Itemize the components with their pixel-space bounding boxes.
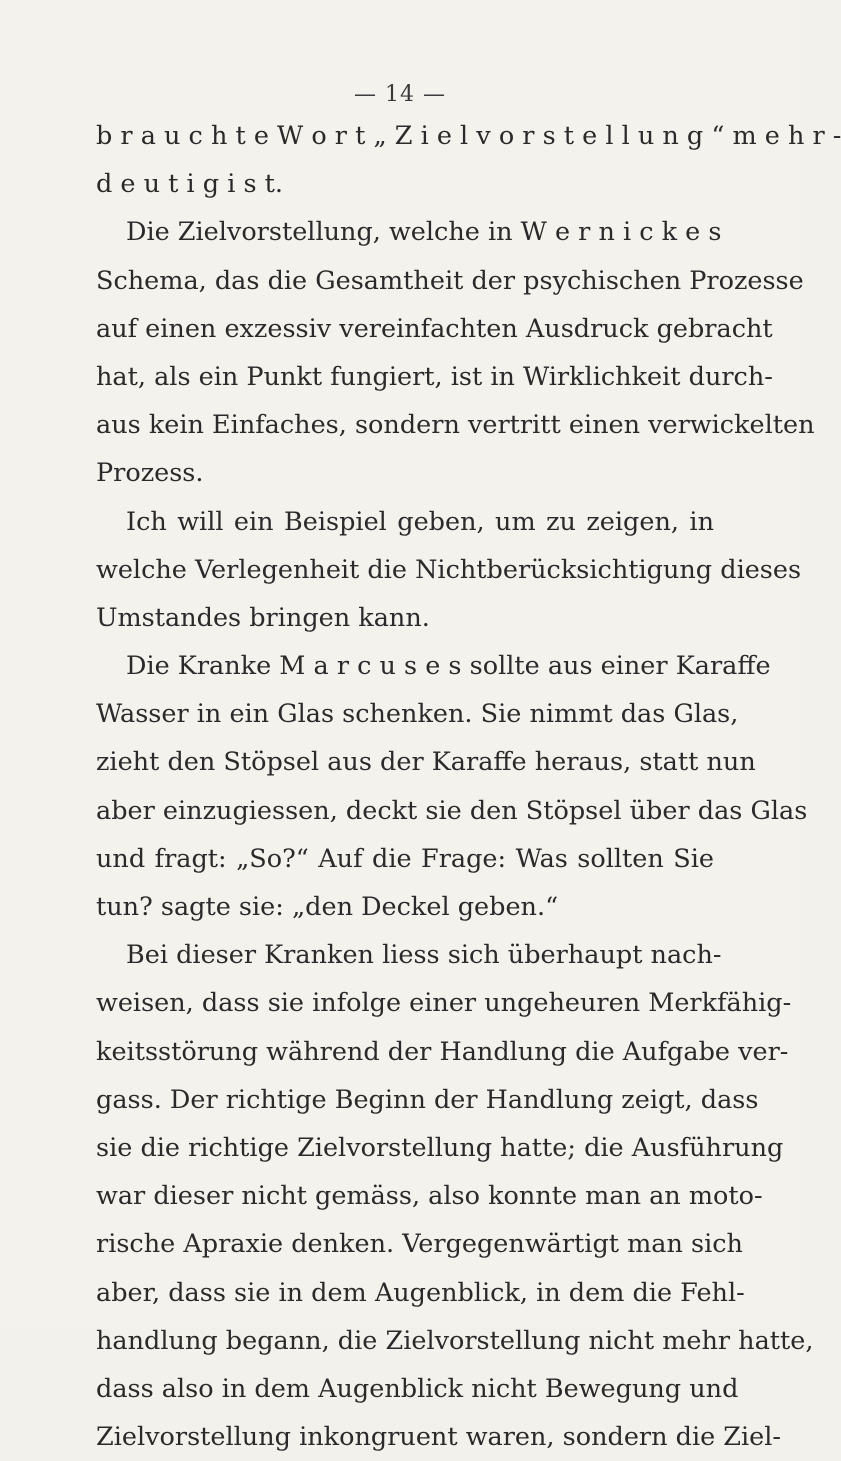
text-line: Die Kranke M a r c u s e s sollte aus einer Karaffe	[126, 651, 771, 682]
text-line: keitsstörung während der Handlung die Aufgabe ver-	[96, 1036, 789, 1067]
text-line: Prozess.	[96, 458, 204, 489]
text-line: gass. Der richtige Beginn der Handlung zeigt, dass	[96, 1084, 759, 1115]
text-line: und fragt: „So?“ Auf die Frage: Was sollten Sie	[96, 843, 714, 874]
text-line: zieht den Stöpsel aus der Karaffe heraus, statt nun	[96, 747, 756, 778]
text-line: d e u t i g i s t.	[96, 169, 284, 200]
text-line: aus kein Einfaches, sondern vertritt einen verwickelten	[96, 410, 815, 441]
text-line: handlung begann, die Zielvorstellung nicht mehr hatte,	[96, 1325, 814, 1356]
body-text	[96, 112, 841, 1461]
page-number: — 14 —	[354, 82, 446, 107]
text-line: welche Verlegenheit die Nichtberücksichtigung dieses	[96, 554, 802, 585]
text-line: Wasser in ein Glas schenken. Sie nimmt das Glas,	[96, 699, 739, 730]
text-line: Die Zielvorstellung, welche in W e r n i c k e s	[126, 217, 722, 248]
text-line: weisen, dass sie infolge einer ungeheuren Merkfähig-	[96, 988, 792, 1019]
text-line: war dieser nicht gemäss, also konnte man an moto-	[96, 1181, 763, 1212]
text-line: Bei dieser Kranken liess sich überhaupt nach-	[126, 940, 722, 971]
text-line: dass also in dem Augenblick nicht Bewegung und	[96, 1373, 739, 1404]
text-line: b r a u c h t e W o r t „ Z i e l v o r s t e l l u n g “ m e h r -	[96, 121, 841, 151]
text-line: rische Apraxie denken. Vergegenwärtigt man sich	[96, 1229, 743, 1260]
text-line: tun? sagte sie: „den Deckel geben.“	[96, 892, 559, 922]
text-line: hat, als ein Punkt fungiert, ist in Wirklichkeit durch-	[96, 361, 773, 392]
text-line: aber, dass sie in dem Augenblick, in dem die Fehl-	[96, 1277, 745, 1308]
text-line: Umstandes bringen kann.	[96, 602, 430, 633]
text-line: Zielvorstellung inkongruent waren, sondern die Ziel-	[96, 1422, 782, 1453]
text-line: auf einen exzessiv vereinfachten Ausdruck gebracht	[96, 313, 773, 344]
text-line: sie die richtige Zielvorstellung hatte; die Ausführung	[96, 1132, 784, 1163]
text-line: Ich will ein Beispiel geben, um zu zeigen, in	[126, 506, 714, 537]
text-line: Schema, das die Gesamtheit der psychischen Prozesse	[96, 265, 804, 296]
text-line: aber einzugiessen, deckt sie den Stöpsel über das Glas	[96, 795, 808, 826]
